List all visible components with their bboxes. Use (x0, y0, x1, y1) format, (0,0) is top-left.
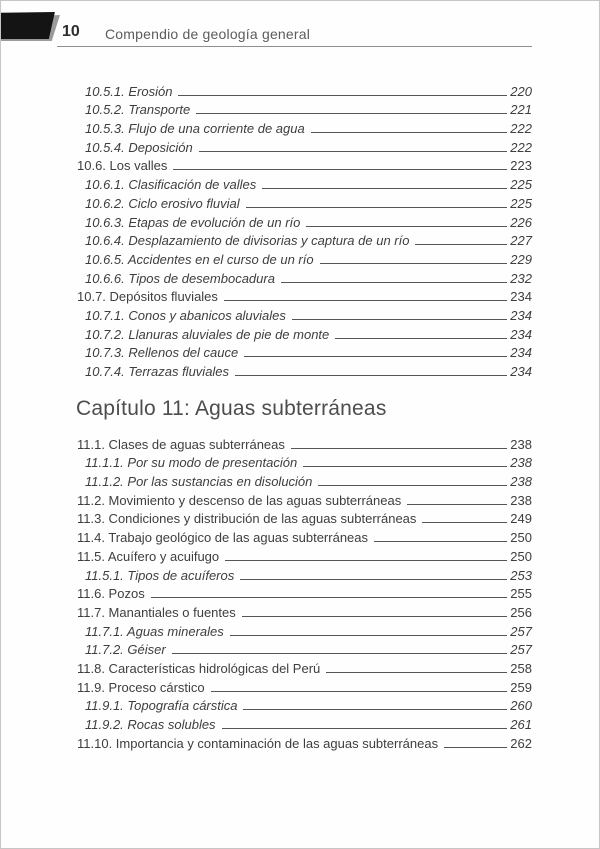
toc-entry (77, 601, 532, 620)
toc-leader-line (172, 653, 508, 654)
toc-entry-page: 255 (510, 586, 532, 602)
toc-entry-page: 226 (510, 214, 532, 230)
toc-entry-page: 260 (510, 698, 532, 714)
toc-entry-page: 225 (510, 195, 532, 211)
toc-entry-label: 10.5.2. Transporte (85, 102, 191, 118)
toc-entry-page: 234 (510, 307, 532, 323)
toc-leader-line (246, 207, 508, 208)
toc-entry-label: 11.1. Clases de aguas subterráneas (77, 436, 285, 452)
toc-entry-label: 10.7.4. Terrazas fluviales (85, 364, 230, 379)
toc-entry (77, 248, 532, 267)
toc-entry-page: 222 (510, 121, 532, 137)
toc-entry-label: 11.9. Proceso cárstico (77, 679, 205, 695)
toc-entry (77, 211, 532, 230)
toc-leader-line (281, 282, 507, 283)
toc-entry (77, 545, 532, 564)
toc-entry-label: 11.10. Importancia y contaminación de las aguas subterráneas (77, 735, 439, 751)
toc-entry (77, 620, 532, 639)
table-of-contents (77, 80, 532, 751)
toc-entry (77, 489, 532, 508)
toc-entry-page: 227 (510, 233, 532, 249)
toc-entry-page: 221 (510, 102, 532, 118)
toc-leader-line (211, 691, 508, 692)
toc-entry (77, 117, 532, 136)
header-book-title: Compendio de geología general (105, 26, 311, 42)
toc-entry-label: 11.5. Acuífero y acuifugo (77, 548, 220, 564)
toc-entry-label: 11.4. Trabajo geológico de las aguas subterráneas (77, 530, 369, 546)
toc-entry-label: 10.5.4. Deposición (85, 139, 193, 155)
toc-entry (77, 173, 532, 192)
toc-entry (77, 360, 532, 379)
toc-entry-page: 223 (510, 158, 532, 174)
toc-entry-label: 11.7.1. Aguas minerales (85, 623, 224, 639)
toc-leader-line (311, 132, 508, 133)
toc-entry-page: 225 (510, 177, 532, 193)
toc-entry-page: 222 (510, 139, 532, 155)
toc-entry-label: 10.7.2. Llanuras aluviales de pie de monte (85, 326, 330, 342)
toc-entry (77, 526, 532, 545)
toc-leader-line (235, 375, 507, 376)
toc-leader-line (303, 466, 507, 467)
toc-entry-page: 259 (510, 679, 532, 695)
toc-leader-line (199, 151, 508, 152)
toc-entry (77, 695, 532, 714)
toc-section-chapter-11 (77, 433, 532, 751)
toc-entry (77, 433, 532, 452)
toc-entry-page: 234 (510, 345, 532, 361)
toc-entry (77, 192, 532, 211)
toc-entry (77, 657, 532, 676)
toc-entry-page: 234 (510, 289, 532, 305)
toc-entry-label: 11.1.2. Por las sustancias en disolución (85, 474, 313, 490)
toc-leader-line (292, 319, 507, 320)
toc-leader-line (306, 226, 507, 227)
toc-leader-line (230, 635, 508, 636)
corner-tab (1, 12, 56, 39)
toc-entry-label: 11.5.1. Tipos de acuíferos (85, 567, 235, 583)
header-page-number: 10 (62, 23, 80, 40)
toc-entry-label: 11.9.1. Topografía cárstica (85, 698, 238, 714)
toc-entry (77, 564, 532, 583)
toc-entry-page: 256 (510, 604, 532, 620)
toc-entry-label: 10.5.1. Erosión (85, 83, 173, 99)
toc-entry-page: 262 (510, 735, 532, 751)
toc-entry (77, 583, 532, 602)
toc-entry (77, 323, 532, 342)
toc-leader-line (374, 541, 507, 542)
toc-entry-page: 238 (510, 474, 532, 490)
toc-leader-line (242, 616, 508, 617)
toc-entry-page: 250 (510, 548, 532, 564)
toc-leader-line (407, 504, 507, 505)
toc-entry-label: 11.2. Movimiento y descenso de las aguas subterráneas (77, 492, 402, 508)
toc-entry-label: 10.6.2. Ciclo erosivo fluvial (85, 195, 240, 211)
toc-entry-page: 258 (510, 660, 532, 676)
toc-leader-line (291, 448, 507, 449)
toc-entry-label: 11.8. Características hidrológicas del Perú (77, 660, 321, 676)
toc-entry (77, 80, 532, 99)
toc-leader-line (224, 300, 507, 301)
toc-section-chapter-10 (77, 80, 532, 379)
chapter-heading: Capítulo 11: Aguas subterráneas (76, 397, 387, 420)
toc-entry-page: 232 (510, 270, 532, 286)
toc-entry (77, 732, 532, 751)
toc-entry-page: 220 (510, 83, 532, 99)
toc-entry-page: 253 (510, 567, 532, 583)
toc-entry-page: 261 (510, 717, 532, 732)
toc-entry (77, 99, 532, 118)
toc-entry (77, 230, 532, 249)
toc-entry-label: 11.1.1. Por su modo de presentación (85, 455, 298, 471)
toc-entry-page: 238 (510, 455, 532, 471)
toc-entry-label: 10.7. Depósitos fluviales (77, 289, 218, 305)
header-rule (57, 46, 532, 47)
toc-entry-page: 249 (510, 511, 532, 527)
toc-leader-line (178, 95, 507, 96)
toc-entry-label: 10.6.3. Etapas de evolución de un río (85, 214, 301, 230)
toc-leader-line (225, 560, 507, 561)
toc-entry-page: 250 (510, 530, 532, 546)
toc-entry-label: 10.6.6. Tipos de desembocadura (85, 270, 275, 286)
toc-entry-page: 257 (510, 623, 532, 639)
toc-entry (77, 452, 532, 471)
toc-leader-line (318, 485, 507, 486)
toc-entry (77, 508, 532, 527)
toc-entry-page: 238 (510, 492, 532, 508)
toc-entry-page: 234 (510, 364, 532, 379)
toc-entry (77, 136, 532, 155)
toc-entry (77, 286, 532, 305)
toc-entry-label: 10.6.5. Accidentes en el curso de un río (85, 251, 314, 267)
toc-entry-page: 238 (510, 436, 532, 452)
toc-leader-line (422, 522, 507, 523)
toc-leader-line (262, 188, 507, 189)
toc-leader-line (320, 263, 508, 264)
toc-entry (77, 639, 532, 658)
toc-entry-label: 11.6. Pozos (77, 586, 145, 602)
toc-leader-line (335, 338, 507, 339)
toc-entry (77, 676, 532, 695)
toc-entry (77, 342, 532, 361)
toc-leader-line (244, 356, 507, 357)
toc-leader-line (222, 728, 508, 729)
toc-entry-label: 10.6.4. Desplazamiento de divisorias y captura de un río (85, 233, 410, 249)
toc-entry-label: 10.7.3. Rellenos del cauce (85, 345, 239, 361)
toc-leader-line (415, 244, 507, 245)
toc-entry-label: 10.7.1. Conos y abanicos aluviales (85, 307, 286, 323)
toc-entry-label: 10.6.1. Clasificación de valles (85, 177, 257, 193)
toc-entry-page: 234 (510, 326, 532, 342)
toc-entry (77, 267, 532, 286)
toc-leader-line (151, 597, 508, 598)
toc-entry-label: 11.9.2. Rocas solubles (85, 717, 216, 732)
toc-leader-line (240, 579, 507, 580)
toc-entry-label: 10.5.3. Flujo de una corriente de agua (85, 121, 305, 137)
toc-leader-line (243, 709, 507, 710)
toc-entry (77, 155, 532, 174)
toc-leader-line (444, 747, 507, 748)
toc-entry-label: 11.7. Manantiales o fuentes (77, 604, 236, 620)
toc-entry (77, 713, 532, 732)
toc-entry-label: 10.6. Los valles (77, 158, 168, 174)
toc-entry-label: 11.3. Condiciones y distribución de las aguas subterráneas (77, 511, 417, 527)
toc-entry (77, 470, 532, 489)
toc-entry (77, 304, 532, 323)
toc-leader-line (173, 169, 507, 170)
toc-leader-line (196, 113, 507, 114)
toc-entry-page: 257 (510, 642, 532, 658)
toc-entry-page: 229 (510, 251, 532, 267)
toc-leader-line (326, 672, 507, 673)
toc-entry-label: 11.7.2. Géiser (85, 642, 166, 658)
